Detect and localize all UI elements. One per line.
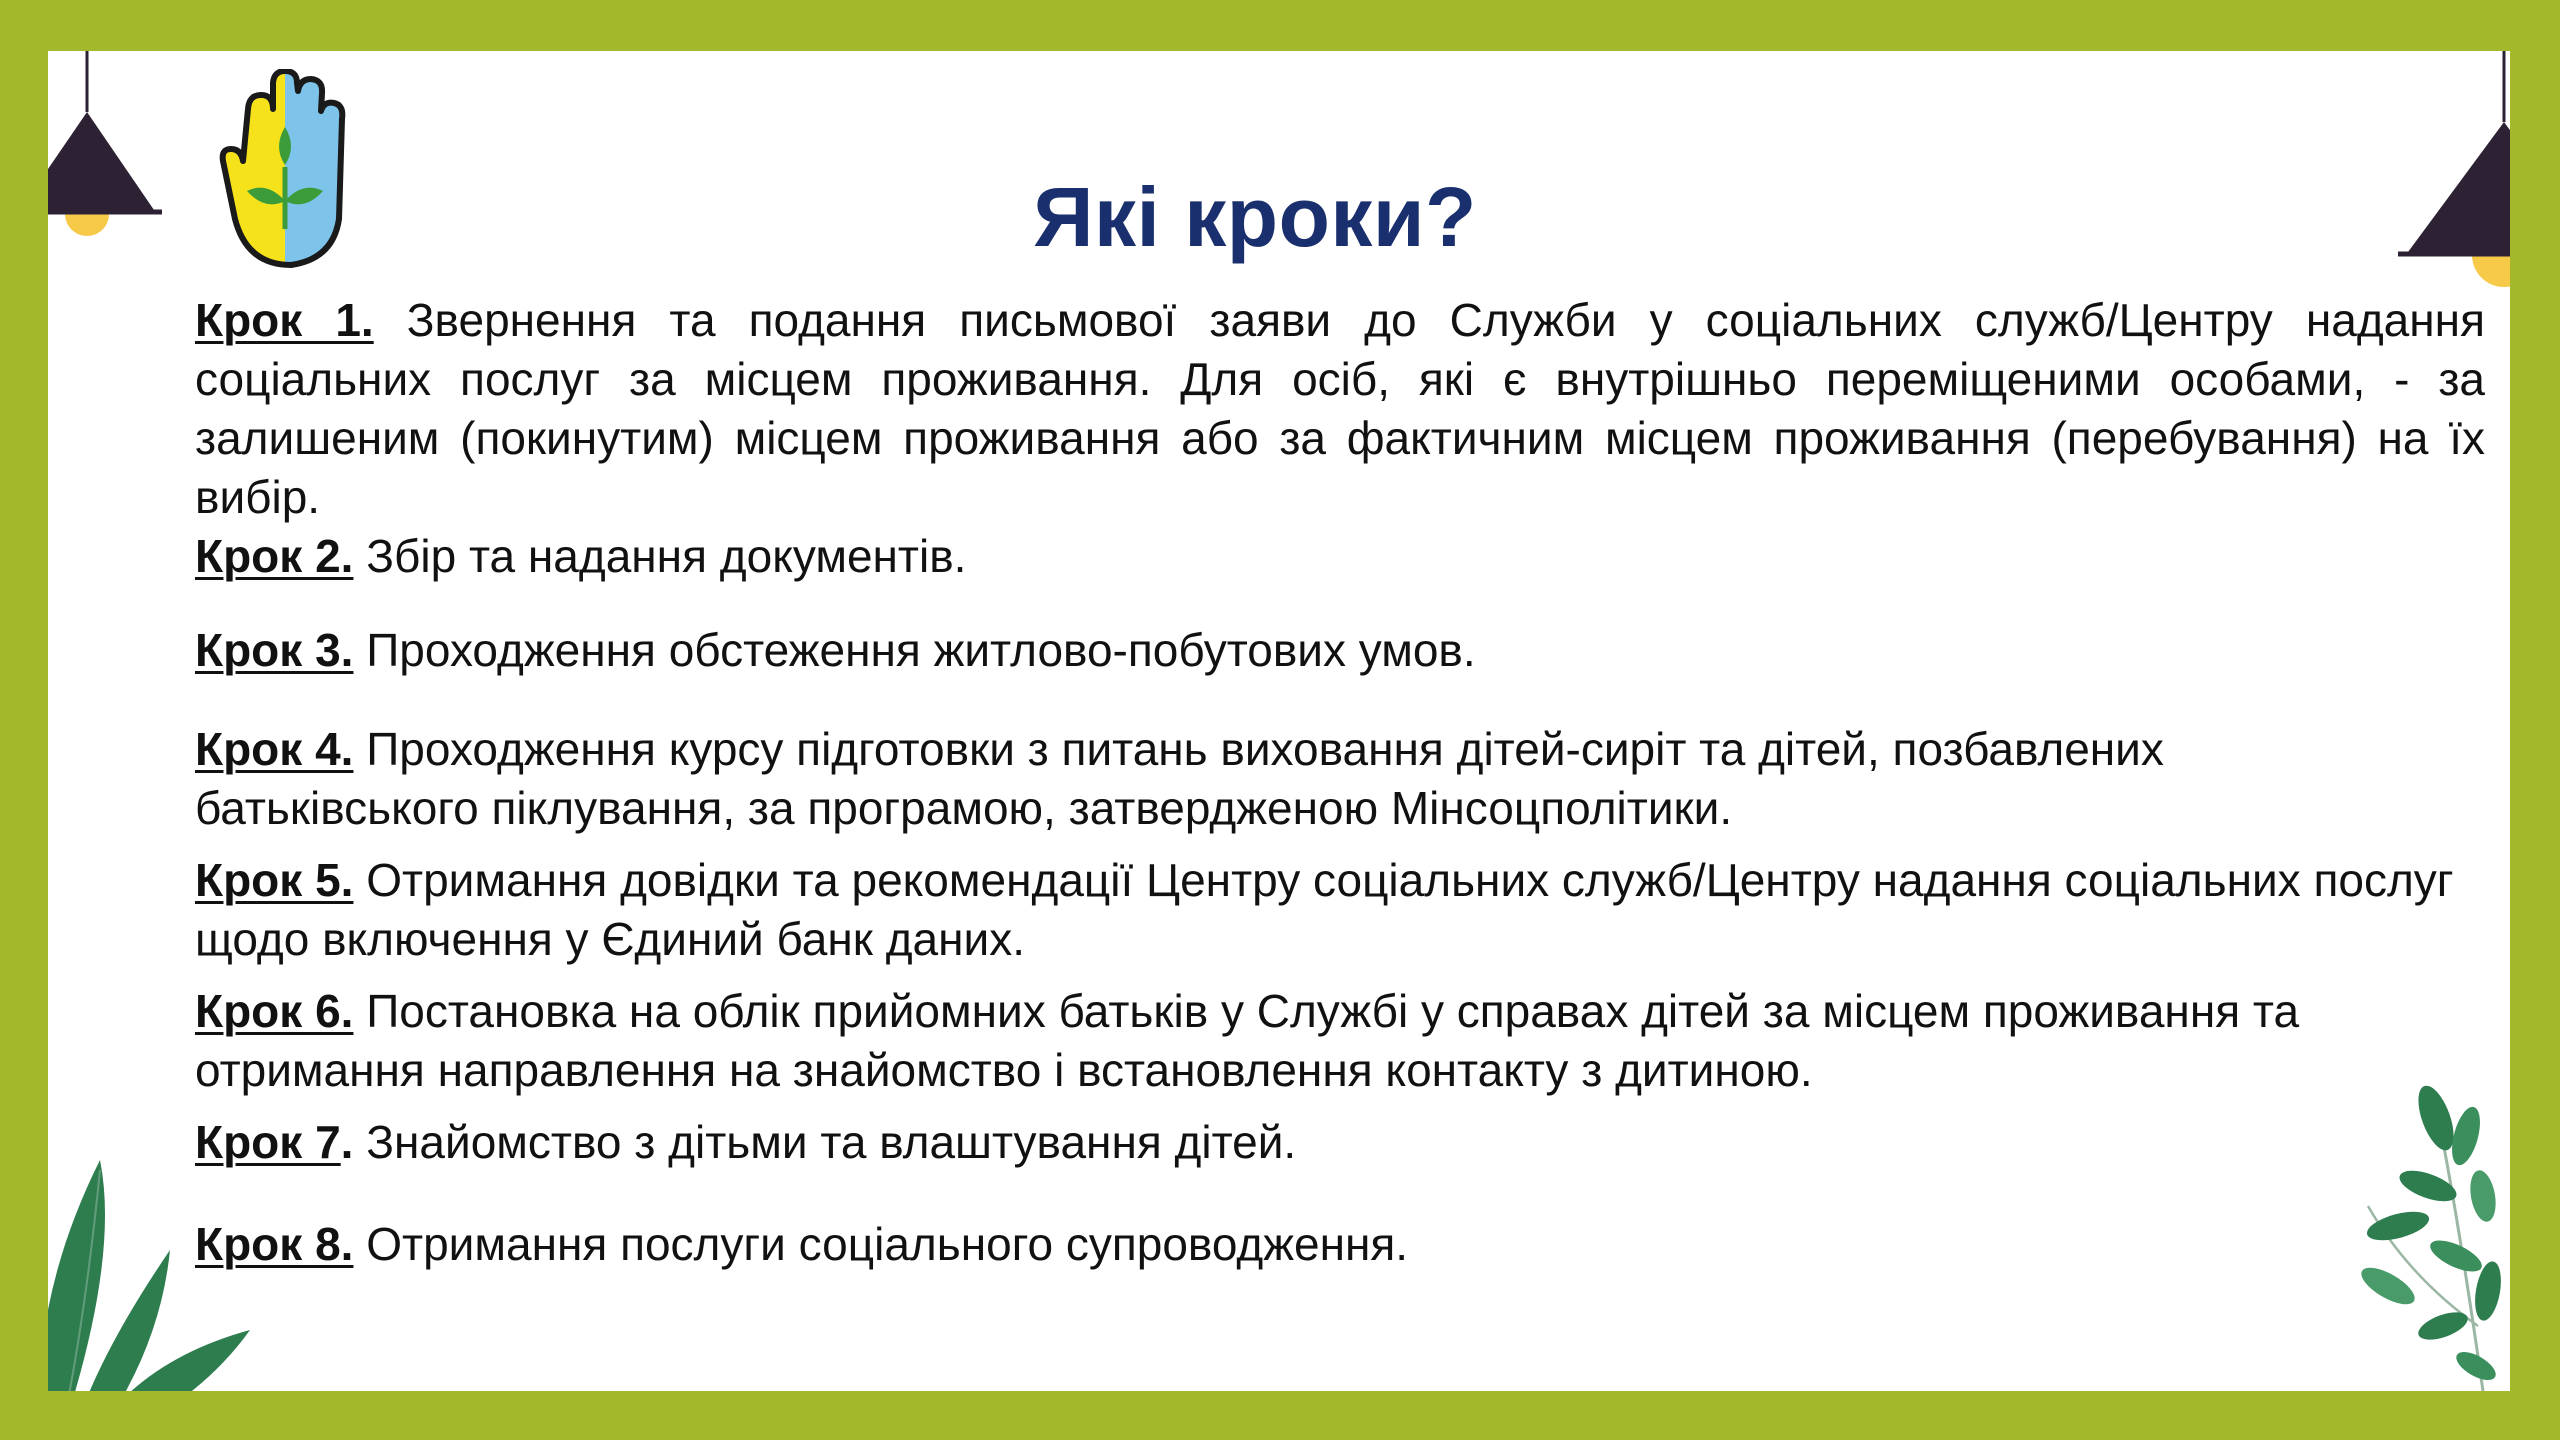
step-6-text: Постановка на облік прийомних батьків у Службі у справах дітей за місцем проживання та отримання направлення на знайомство і встановлення контакту з дитиною.: [195, 985, 2300, 1096]
step-2: [195, 527, 2485, 586]
step-5-label: Крок 5.: [195, 854, 354, 906]
step-4-text: Проходження курсу підготовки з питань виховання дітей-сиріт та дітей, позбавлених батьківського піклування, за програмою, затвердженою Мінсоцполітики.: [195, 723, 2164, 834]
step-3: [195, 621, 2485, 680]
step-6: [195, 982, 2485, 1100]
step-3-text: Проходження обстеження житлово-побутових умов.: [353, 624, 1476, 676]
step-7: [195, 1113, 2485, 1172]
slide: [48, 51, 2510, 1391]
step-8-label: Крок 8.: [195, 1218, 354, 1270]
step-1-label: Крок 1.: [195, 294, 374, 346]
step-1-text: Звернення та подання письмової заяви до Служби у соціальних служб/Центру надання соціальних послуг за місцем проживання. Для осіб, які є внутрішньо переміщеними особами, - за залишеним (покинутим) місцем проживання або за фактичним місцем проживання (перебування) на їх вибір.: [195, 294, 2485, 523]
page-title: Які кроки?: [1033, 170, 1477, 264]
step-4-label: Крок 4.: [195, 723, 354, 775]
step-5-text: Отримання довідки та рекомендації Центру соціальних служб/Центру надання соціальних послуг щодо включення у Єдиний банк даних.: [195, 854, 2454, 965]
step-4: [195, 720, 2395, 838]
step-6-label: Крок 6.: [195, 985, 354, 1037]
step-8-text: Отримання послуги соціального супроводження.: [353, 1218, 1409, 1270]
step-3-label: Крок 3.: [195, 624, 354, 676]
step-1: [195, 291, 2485, 527]
step-2-label: Крок 2.: [195, 530, 354, 582]
step-7-dot: .: [340, 1116, 354, 1168]
step-5: [195, 851, 2465, 969]
step-8: [195, 1215, 2485, 1274]
step-2-text: Збір та надання документів.: [353, 530, 967, 582]
step-7-text: Знайомство з дітьми та влаштування дітей.: [353, 1116, 1297, 1168]
step-7-label: Крок 7: [195, 1116, 341, 1168]
